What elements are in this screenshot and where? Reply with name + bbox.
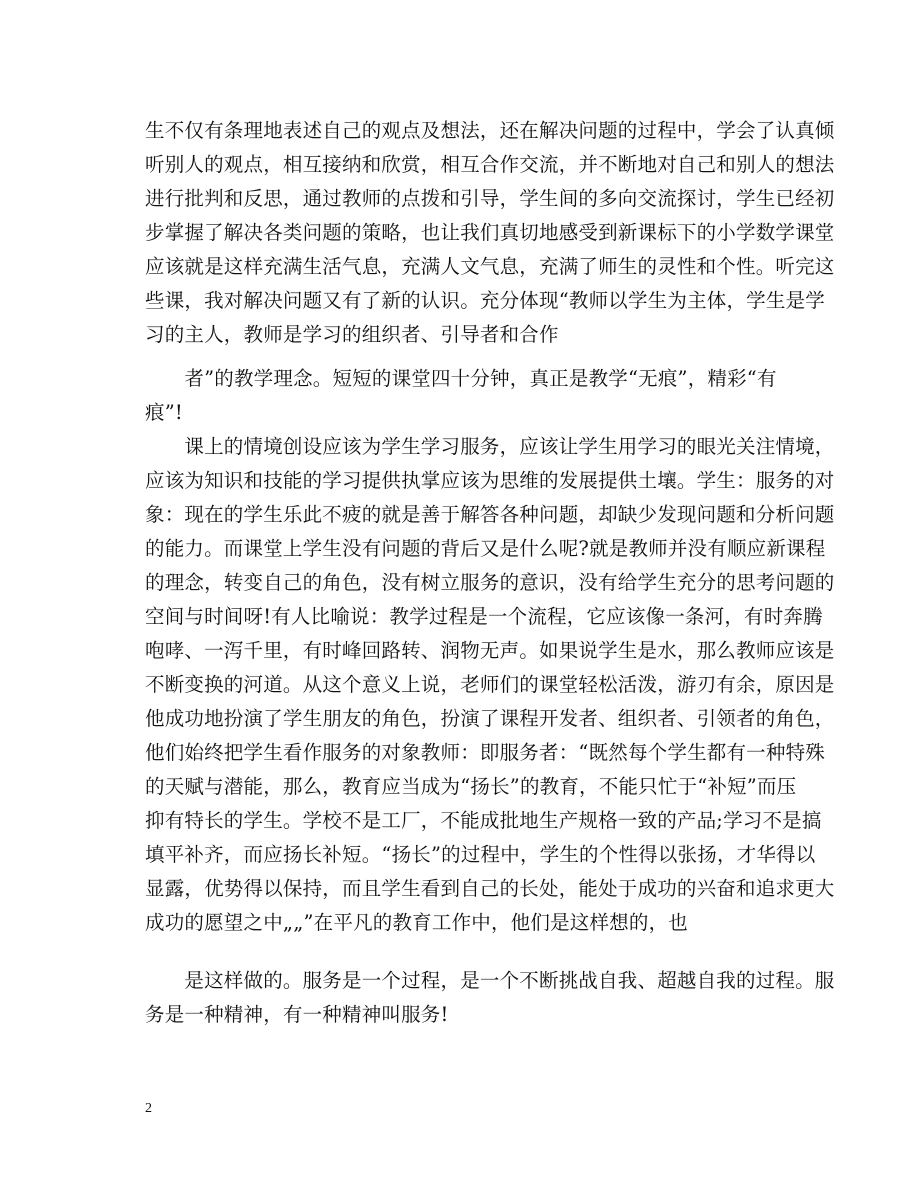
text-line: 些课，我对解决问题又有了新的认识。充分体现“教师以学生为主体，学生是学 xyxy=(145,289,825,312)
text-line: 的天赋与潜能，那么，教育应当成为“扬长”的教育，不能只忙于“补短”而压 xyxy=(145,775,797,798)
text-line: 显露，优势得以保持，而且学生看到自己的长处，能处于成功的兴奋和追求更大 xyxy=(145,877,835,900)
text-line: 成功的愿望之中„„”在平凡的教育工作中，他们是这样想的，也 xyxy=(145,911,688,934)
text-line: 咆哮、一泻千里，有时峰回路转、润物无声。如果说学生是水，那么教师应该是 xyxy=(145,639,835,662)
text-line: 他成功地扮演了学生朋友的角色，扮演了课程开发者、组织者、引领者的角色， xyxy=(145,707,835,730)
text-line: 习的主人，教师是学习的组织者、引导者和合作 xyxy=(145,323,559,346)
text-line: 者”的教学理念。短短的课堂四十分钟，真正是教学“无痕”，精彩“有 xyxy=(145,367,777,390)
text-line: 应该为知识和技能的学习提供执掌应该为思维的发展提供土壤。学生：服务的对 xyxy=(145,469,835,492)
text-line: 课上的情境创设应该为学生学习服务，应该让学生用学习的眼光关注情境， xyxy=(145,435,835,458)
text-line: 填平补齐，而应扬长补短。“扬长”的过程中，学生的个性得以张扬，才华得以 xyxy=(145,843,816,866)
paragraph-1 xyxy=(145,114,835,352)
paragraph-4 xyxy=(145,964,835,1032)
text-line: 痕”! xyxy=(145,401,183,424)
text-line: 生不仅有条理地表述自己的观点及想法，还在解决问题的过程中，学会了认真倾 xyxy=(145,119,835,142)
text-line: 听别人的观点，相互接纳和欣赏，相互合作交流，并不断地对自己和别人的想法 xyxy=(145,153,835,176)
page-number: 2 xyxy=(145,1101,152,1116)
text-line: 步掌握了解决各类问题的策略，也让我们真切地感受到新课标下的小学数学课堂 xyxy=(145,221,835,244)
text-line: 象：现在的学生乐此不疲的就是善于解答各种问题，却缺少发现问题和分析问题 xyxy=(145,503,835,526)
text-line: 的理念，转变自己的角色，没有树立服务的意识，没有给学生充分的思考问题的 xyxy=(145,571,835,594)
text-line: 空间与时间呀!有人比喻说：教学过程是一个流程，它应该像一条河，有时奔腾 xyxy=(145,605,823,628)
text-line: 应该就是这样充满生活气息，充满人文气息，充满了师生的灵性和个性。听完这 xyxy=(145,255,835,278)
paragraph-2 xyxy=(145,362,777,430)
text-line: 务是一种精神，有一种精神叫服务! xyxy=(145,1003,449,1026)
text-line: 他们始终把学生看作服务的对象教师：即服务者：“既然每个学生都有一种特殊 xyxy=(145,741,825,764)
text-line: 抑有特长的学生。学校不是工厂，不能成批地生产规格一致的产品;学习不是搞 xyxy=(145,809,822,832)
text-line: 的能力。而课堂上学生没有问题的背后又是什么呢?就是教师并没有顺应新课程 xyxy=(145,537,826,560)
text-line: 是这样做的。服务是一个过程，是一个不断挑战自我、超越自我的过程。服 xyxy=(145,969,835,992)
text-line: 不断变换的河道。从这个意义上说，老师们的课堂轻松活泼，游刃有余，原因是 xyxy=(145,673,835,696)
text-line: 进行批判和反思，通过教师的点拨和引导，学生间的多向交流探讨，学生已经初 xyxy=(145,187,835,210)
paragraph-3 xyxy=(145,430,835,940)
